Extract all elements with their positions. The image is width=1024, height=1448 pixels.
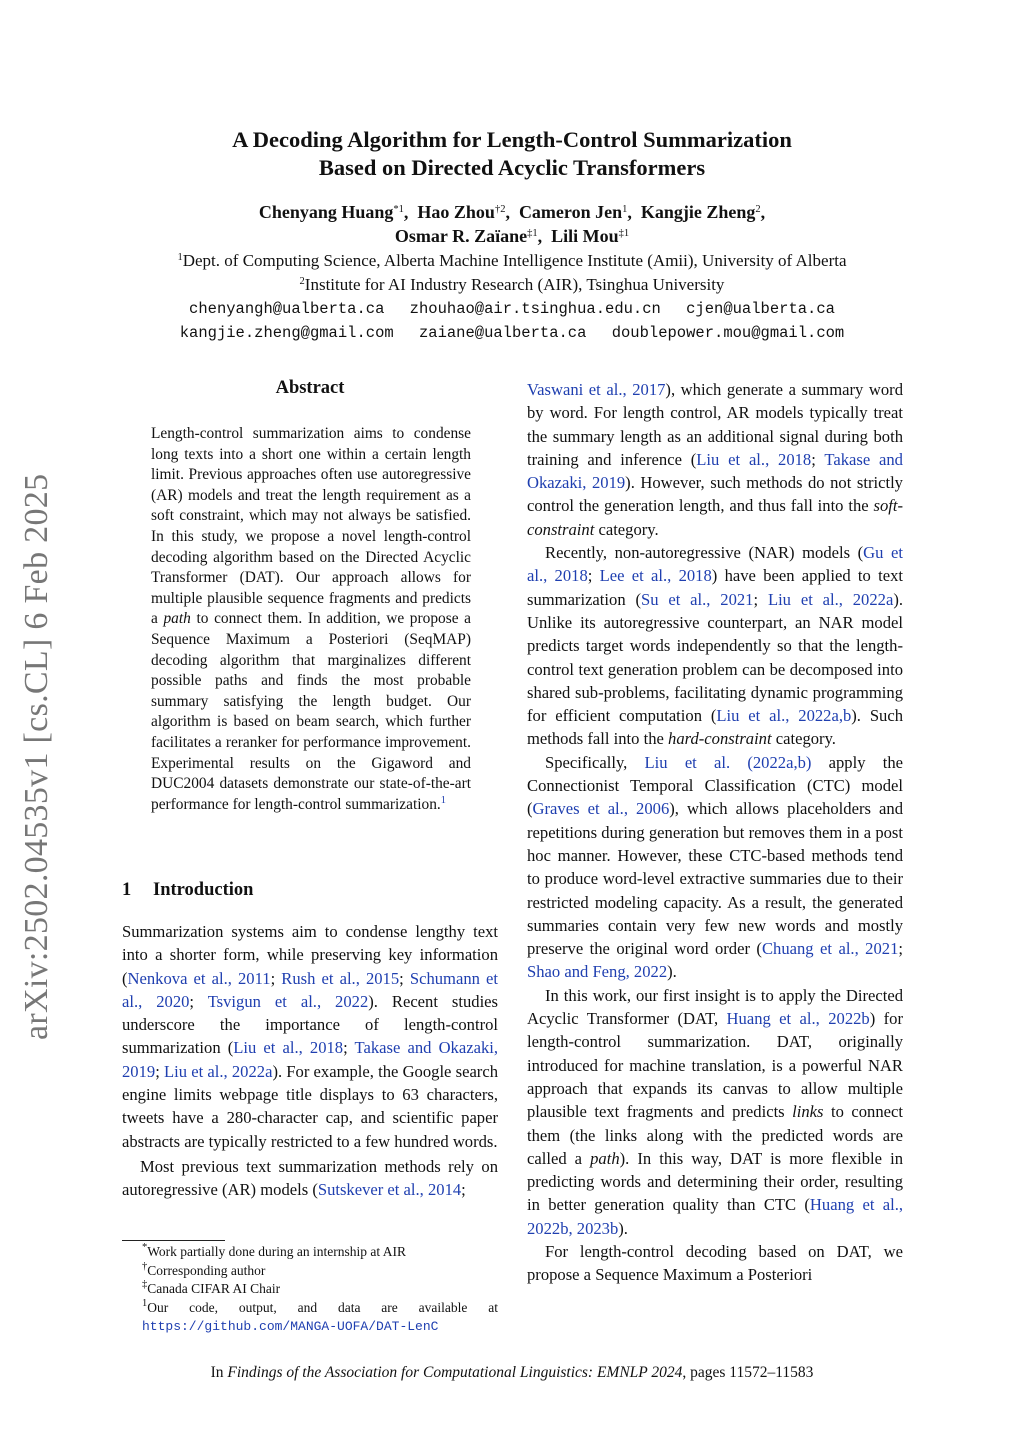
citation-link[interactable]: Su et al., 2021 [640,589,754,609]
footer-venue: Findings of the Association for Computational Linguistics: EMNLP 2024 [227,1364,683,1381]
right-column-body [527,378,903,1287]
paragraph-text: ) have been applied to text summarization ( [527,566,903,609]
footnote-text: Canada CIFAR AI Chair [147,1281,281,1296]
paragraph-text: ). Such methods fall into the [527,706,904,749]
footnote-text: Work partially done during an internship at AIR [147,1244,406,1259]
citation-link[interactable]: Takase and Okazaki, 2019 [122,1038,498,1081]
affiliation-1 [0,249,1024,272]
author-mark: ‡1 [527,228,538,239]
abstract-text: Length-control summarization aims to condense long texts into a short one within a certain length limit. Previous approaches often use autoregressive (AR) models and treat the length requirement as a soft constraint, which may not always be satisfied. In this study, we propose a novel length-control decoding algorithm based on the Directed Acyclic Transformer (DAT). Our approach allows for multiple plausible sequence fragments and predicts a [151,425,471,628]
footnote-divider [122,1240,225,1241]
citation-link[interactable]: Liu et al. (2022a,b) [644,752,812,772]
abstract-text: to connect them. In addition, we propose a Sequence Maximum a Posteriori (SeqMAP) decoding algorithm that marginalizes different possible paths and finds the most probable summary satisfying the length budget. Our algorithm is based on beam search, which further facilitates a reranker for performance improvement. Experimental results on the Gigaword and DUC2004 datasets demonstrate our state-of-the-art performance for length-control summarization. [151,610,471,813]
footnote [122,1299,498,1337]
author-name: Lili Mou [551,226,619,246]
paragraph: Summarization systems aim to condense lengthy text into a shorter form, while preserving key information (Nenkova et al., 2011; Rush et al., 2015; Schumann et al., 2020; Tsvigun et al., 2022). Recent studies underscore the importance of length-control summarization (Liu et al., 2018; Takase and Okazaki, 2019; Liu et al., 2022a). For example, the Google search engine limits webpage title displays to 63 characters, tweets have a 280-character cap, and scientific paper abstracts are typically restricted to a few hundred words. [122,922,499,1151]
citation-link[interactable]: Liu et al., 2018 [233,1038,344,1058]
paper-title-line-1: A Decoding Algorithm for Length-Control Summarization [232,127,792,152]
affiliation-text: Dept. of Computing Science, Alberta Machine Intelligence Institute (Amii), University of Alberta [182,251,847,270]
author-mark: ‡1 [618,228,630,239]
footnote-text: Corresponding author [147,1262,266,1278]
paragraph-text: ), which generate a summary word by word. For length control, AR models typically treat the summary length as an additional signal during both training and inference ( [527,380,903,469]
author-mark: *1 [393,204,404,215]
paragraph-text: ). Unlike its autoregressive counterpart, an NAR model predicts target words independently so that the length-control text generation problem can be decomposed into shared sub-problems, facilitating dynamic programming for efficient computation ( [527,589,903,726]
author-mark: 1 [622,204,628,215]
footnote-mark: † [142,1260,148,1272]
author-name: Osmar R. Zaïane [394,226,528,246]
paragraph: Specifically, Liu et al. (2022a,b) apply the Connectionist Temporal Classification (CTC) model (Graves et al., 2006), which allows placeholders and repetitions during generation but removes them in a post hoc manner. However, these CTC-based methods tend to produce word-level extractive summaries due to their restricted modeling capacity. As a result, the generated summaries contain very few new words and mostly preserve the original word order (Chuang et al., 2021; Shao and Feng, 2022). [527,752,904,982]
footnote-text: Our code, output, and data are available at [147,1299,498,1315]
footnote-link[interactable]: 1 [440,794,446,806]
paragraph-text: to connect them (the links along with the predicted words are called a [527,1102,903,1168]
paragraph-text: ). [618,1218,628,1238]
paragraph-text: ) for length-control summarization. DAT, originally introduced for machine translation, is a powerful NAR approach that expands its canvas to allow multiple plausible text fragments and predicts [527,1009,903,1122]
section-title: Introduction [153,880,254,900]
footer-pages: , pages 11572–11583 [682,1364,814,1381]
paragraph: Most previous text summarization methods rely on autoregressive (AR) models (Sutskever et al., 2014; [122,1156,498,1200]
citation-link[interactable]: Chuang et al., 2021 [761,939,899,959]
email-list-line-1: chenyangh@ualberta.ca zhouhao@air.tsinghua.edu.cn cjen@ualberta.ca [189,300,835,318]
citation-link[interactable]: Vaswani et al., 2017 [527,380,666,399]
paragraph-text: category. [594,519,659,539]
author-list-line-1: Chenyang Huang$^{*1}$, Hao Zhou$^{\dagger 2}$, Cameron Jen$^1$, Kangjie Zheng$^2$, [258,202,766,222]
emphasis: path [590,1148,620,1168]
paragraph-text: Specifically, [545,752,645,772]
author-mark: †2 [494,204,506,215]
author-mark: 2 [755,204,761,215]
emphasis: hard-constraint [668,729,772,749]
citation-link[interactable]: Liu et al., 2022a,b [716,706,852,726]
citation-link[interactable]: Sutskever et al., 2014 [317,1180,462,1200]
affiliation-2 [0,273,1024,296]
citation-link[interactable]: Huang et al., 2022b, 2023b [527,1195,903,1238]
citation-link[interactable]: Rush et al., 2015 [281,968,400,988]
section-heading-introduction [122,880,253,901]
footnotes [122,1243,498,1337]
citation-link[interactable]: Schumann et al., 2020 [122,968,498,1011]
author-name: Chenyang Huang [258,202,394,222]
paragraph-text: category. [771,729,836,749]
paragraph-text: Recently, non-autoregressive (NAR) models ( [545,543,864,563]
paragraph-text: ). Recent studies underscore the importance of length-control summarization ( [122,991,499,1058]
citation-link[interactable]: Liu et al., 2022a [164,1061,273,1081]
page-footer-venue [0,1364,1024,1382]
paragraph: Vaswani et al., 2017), which generate a summary word by word. For length control, AR models typically treat the summary length as an additional signal during both training and inference (Liu et al., 2018; Takase and Okazaki, 2019). However, such methods do not strictly control the generation length, and thus fall into the soft-constraint category. [527,380,903,539]
footnote-mark: * [142,1242,148,1253]
paragraph [527,1240,903,1287]
emphasis: soft-constraint [527,496,903,539]
paragraph-text: Summarization systems aim to condense lengthy text into a shorter form, while preserving key information ( [122,922,498,988]
paper-title-line-2: Based on Directed Acyclic Transformers [318,155,706,180]
left-column-body [122,920,498,1202]
author-name: Kangjie Zheng [640,202,756,222]
paragraph-text: Most previous text summarization methods rely on autoregressive (AR) models ( [122,1156,498,1200]
paragraph-text: ). However, such methods do not strictly control the generation length, and thus fall into the [527,473,903,516]
citation-link[interactable]: Lee et al., 2018 [599,566,712,586]
paragraph: Recently, non-autoregressive (NAR) models (Gu et al., 2018; Lee et al., 2018) have been applied to text summarization (Su et al., 2021; Liu et al., 2022a). Unlike its autoregressive counterpart, an NAR model predicts target words independently so that the length-control text generation problem can be decomposed into shared sub-problems, facilitating dynamic programming for efficient computation (Liu et al., 2022a,b). Such methods fall into the hard-constraint category. [527,543,904,749]
footnote [122,1280,498,1299]
citation-link[interactable]: Nenkova et al., 2011 [127,968,271,988]
paragraph-text: For length-control decoding based on DAT, we propose a Sequence Maximum a Posteriori [527,1241,903,1285]
citation-link[interactable]: Liu et al., 2018 [696,449,812,469]
footnote-mark: ‡ [142,1279,148,1290]
footnote-mark: 1 [142,1297,148,1309]
footnote [122,1262,498,1281]
citation-link[interactable]: Graves et al., 2006 [532,799,670,819]
affiliation-mark: 2 [299,276,305,287]
code-repository-link[interactable]: https://github.com/MANGA-UOFA/DAT-LenC [142,1319,439,1334]
affiliation-text: Institute for AI Industry Research (AIR), Tsinghua University [304,275,725,294]
email-list-line-2: kangjie.zheng@gmail.com zaiane@ualberta.ca doublepower.mou@gmail.com [179,324,845,342]
paragraph-text: ). [667,962,677,982]
citation-link[interactable]: Liu et al., 2022a [767,589,894,609]
abstract-body [151,424,471,815]
affiliation-mark: 1 [177,252,183,263]
citation-link[interactable]: Huang et al., 2022b [726,1009,870,1029]
paragraph-text: apply the Connectionist Temporal Classification (CTC) model ( [527,752,904,819]
citation-link[interactable]: Gu et al., 2018 [527,543,903,586]
emphasis: links [792,1102,824,1122]
abstract-emphasis: path [163,610,191,628]
paragraph-text: In this work, our first insight is to apply the Directed Acyclic Transformer (DAT, [527,985,903,1029]
paragraph-text: ). In this way, DAT is more flexible in predicting words and determining their order, resulting in better generation quality than CTC ( [527,1148,904,1215]
arxiv-sidebar-stamp: arXiv:2502.04535v1 [cs.CL] 6 Feb 2025 [18,473,55,1040]
citation-link[interactable]: Shao and Feng, 2022 [527,962,668,982]
footnote [122,1243,498,1262]
author-name: Hao Zhou [417,202,495,222]
citation-link[interactable]: Takase and Okazaki, 2019 [527,449,903,493]
paragraph-text: ), which allows placeholders and repetitions during generation but removes them in a post hoc manner. However, these CTC-based methods tend to produce word-level extractive summaries due to their restricted modeling capacity. As a result, the generated summaries contain very few new words and mostly preserve the original word order ( [527,799,903,959]
citation-link[interactable]: Tsvigun et al., 2022 [207,991,369,1011]
paragraph-text: ). For example, the Google search engine limits webpage title displays to 63 characters, tweets have a 280-character cap, and scientific paper abstracts are typically restricted to a few hundred words. [122,1061,498,1151]
footer-text: In [210,1364,228,1381]
author-list-line-2: Osmar R. Zaïane$^{\ddagger 1}$, Lili Mou$^{\ddagger 1}$ [394,226,630,246]
author-name: Cameron Jen [518,202,623,222]
abstract-heading: Abstract [275,378,345,398]
section-number: 1 [122,880,132,900]
paragraph [527,984,903,1240]
